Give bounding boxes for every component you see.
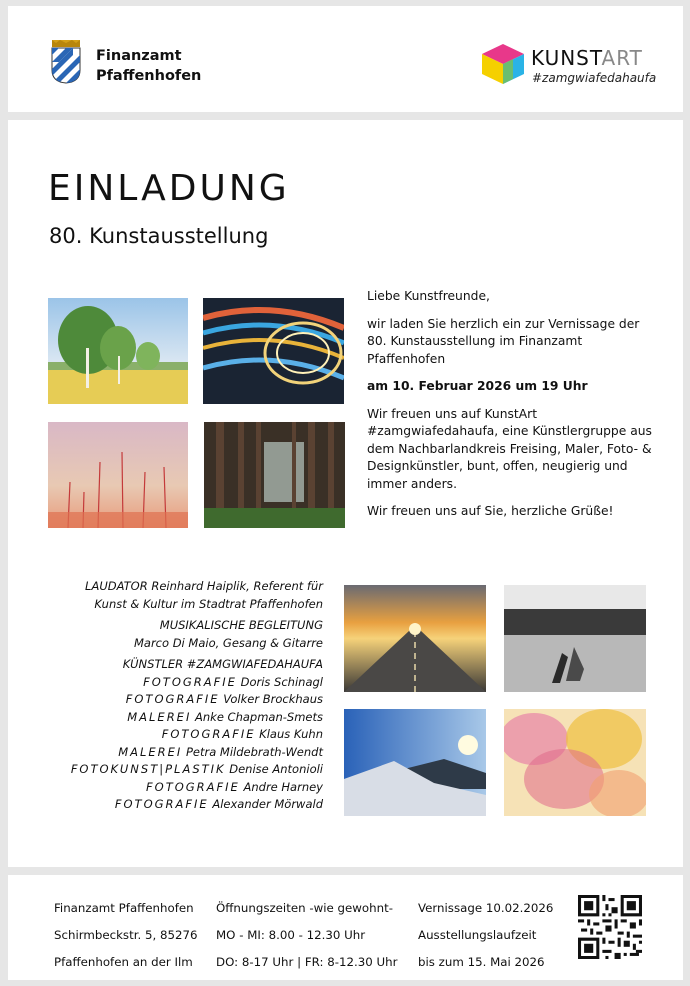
- artwork-photo-road: [344, 585, 486, 692]
- footer-address: [54, 895, 198, 976]
- logo-hashtag: #zamgwiafedahaufa: [532, 71, 657, 85]
- artist-row: [71, 674, 323, 692]
- artist-name: Denise Antonioli: [229, 762, 323, 776]
- artist-row: [71, 761, 323, 779]
- artist-name: Doris Schinagl: [240, 674, 323, 689]
- artist-role: FOTOGRAFIE: [161, 727, 256, 741]
- music-line: Marco Di Maio, Gesang & Gitarre: [133, 635, 323, 650]
- office-name-line1: Finanzamt: [96, 48, 182, 64]
- artwork-photo-field-bw: [504, 585, 646, 692]
- artist-row: [71, 691, 323, 709]
- office-name: [96, 46, 201, 86]
- footer-address-line: Pfaffenhofen an der Ilm: [54, 955, 193, 969]
- letter-paragraph-invite: wir laden Sie herzlich ein zur Vernissage der 80. Kunstausstellung im Finanzamt Pfaffenhofen: [367, 316, 640, 366]
- page-title: EINLADUNG: [48, 168, 290, 209]
- music-block: [71, 617, 323, 652]
- artist-role: FOTOGRAFIE: [146, 779, 240, 794]
- artist-name: Volker Brockhaus: [223, 692, 323, 706]
- artist-row: [71, 709, 323, 727]
- artist-name: Alexander Mörwald: [212, 797, 323, 811]
- event-date: am 10. Februar 2026 um 19 Uhr: [367, 379, 588, 393]
- artist-row: [71, 796, 323, 814]
- page-subtitle: 80. Kunstausstellung: [49, 224, 269, 248]
- logo-wordmark-main: KUNST: [531, 46, 602, 70]
- kunstart-cube-logo: [480, 42, 526, 86]
- artist-role: FOTOGRAFIE: [125, 692, 220, 706]
- artist-role: FOTOKUNST|PLASTIK: [70, 762, 226, 776]
- footer-hours: [216, 895, 397, 976]
- footer-address-line: Finanzamt Pfaffenhofen: [54, 901, 194, 915]
- letter-greeting: Liebe Kunstfreunde,: [367, 289, 490, 303]
- letter-closing: Wir freuen uns auf Sie, herzliche Grüße!: [367, 504, 614, 518]
- bavarian-crest-icon: [50, 40, 82, 84]
- artwork-photo-winter: [344, 709, 486, 816]
- artist-role: FOTOGRAFIE: [114, 797, 209, 811]
- letter-paragraph-group: Wir freuen uns auf KunstArt #zamgwiafedahaufa, eine Künstlergruppe aus dem Nachbarlandkreis Freising, Maler, Foto- & Designkünstler, bunt, offen, neugierig und immer anders.: [367, 406, 652, 491]
- artist-role: FOTOGRAFIE: [143, 674, 237, 689]
- main-panel: [8, 120, 683, 867]
- laudator-line2: Kunst & Kultur im Stadtrat Pfaffenhofen: [94, 596, 323, 611]
- footer-exhibition-line: Ausstellungslaufzeit: [418, 928, 537, 942]
- artists-label: KÜNSTLER #ZAMGWIAFEDAHAUFA: [122, 657, 323, 671]
- laudator-label: LAUDATOR: [85, 579, 148, 593]
- artist-name: Andre Harney: [243, 779, 323, 794]
- artwork-photo-carousel: [203, 298, 344, 404]
- footer-address-line: Schirmbeckstr. 5, 85276: [54, 928, 198, 942]
- qr-code[interactable]: [578, 895, 642, 959]
- music-label: MUSIKALISCHE BEGLEITUNG: [159, 618, 323, 632]
- artist-name: Klaus Kuhn: [259, 727, 323, 741]
- footer-exhibition: [418, 895, 553, 976]
- artwork-photo-forest: [204, 422, 345, 528]
- footer-hours-line: Öffnungszeiten -wie gewohnt-: [216, 901, 393, 915]
- artist-row: [71, 779, 323, 797]
- laudator-block: [71, 578, 323, 613]
- footer-hours-line: MO - MI: 8.00 - 12.30 Uhr: [216, 928, 366, 942]
- header-panel: [8, 6, 683, 112]
- footer-panel: [8, 875, 683, 980]
- artist-name: Anke Chapman-Smets: [195, 709, 323, 724]
- artist-row: [71, 726, 323, 744]
- invitation-letter: [367, 288, 657, 531]
- laudator-line1: Reinhard Haiplik, Referent für: [151, 579, 323, 593]
- footer-exhibition-line: Vernissage 10.02.2026: [418, 901, 554, 915]
- logo-wordmark-accent: ART: [601, 46, 643, 70]
- office-name-line2: Pfaffenhofen: [96, 68, 202, 84]
- logo-wordmark: [531, 46, 643, 70]
- artist-name: Petra Mildebrath-Wendt: [185, 744, 323, 759]
- artwork-photo-trees: [48, 298, 188, 404]
- artist-role: MALEREI: [118, 744, 183, 759]
- footer-exhibition-line: bis zum 15. Mai 2026: [418, 955, 545, 969]
- artwork-photo-watercolor: [504, 709, 646, 816]
- artist-row: [71, 744, 323, 762]
- credits-block: [71, 578, 323, 814]
- footer-hours-line: DO: 8-17 Uhr | FR: 8-12.30 Uhr: [216, 955, 398, 969]
- artist-role: MALEREI: [127, 709, 192, 724]
- artwork-photo-reeds: [48, 422, 188, 528]
